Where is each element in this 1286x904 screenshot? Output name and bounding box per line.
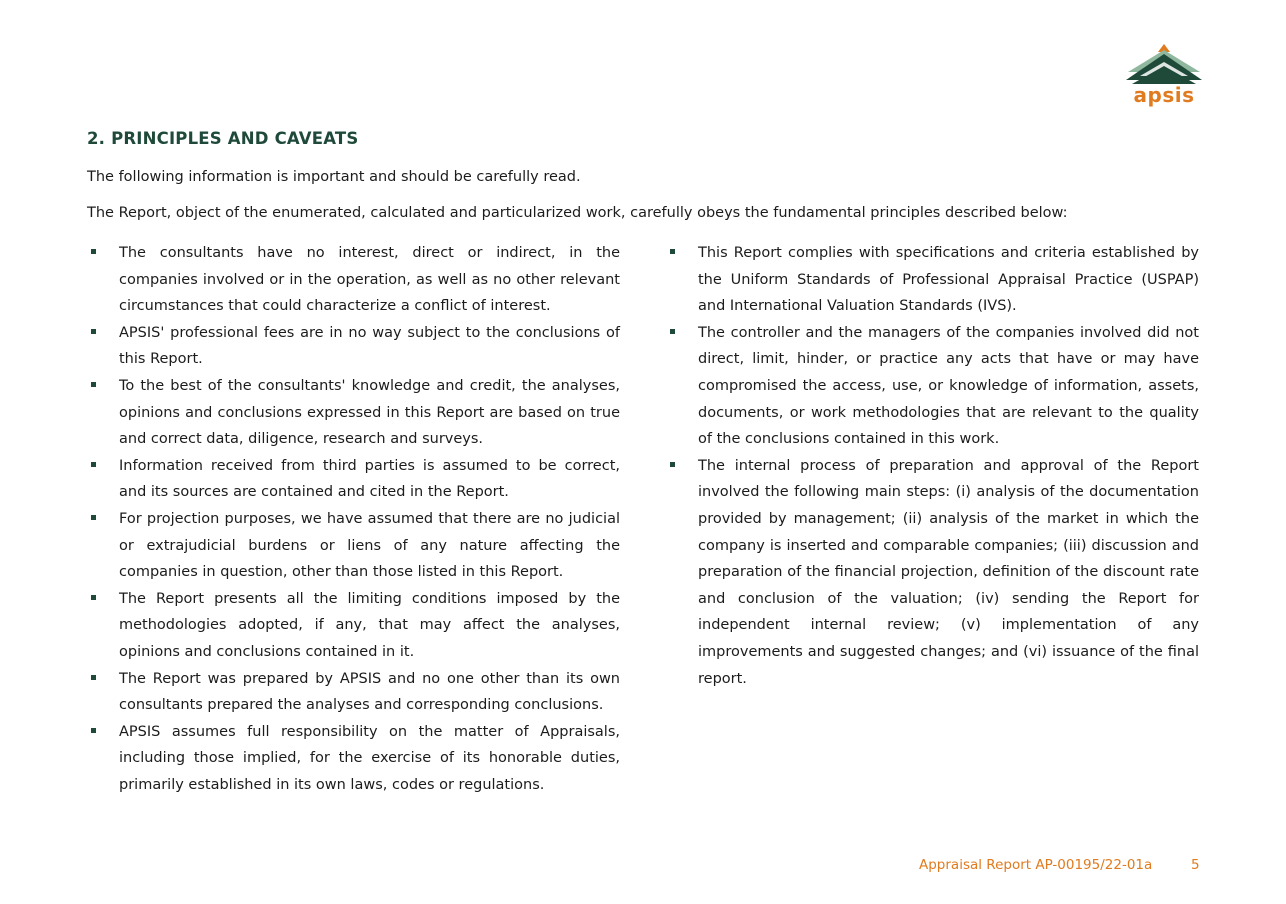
list-item xyxy=(87,373,620,453)
list-item-text: The consultants have no interest, direct or indirect, in the companies involved or in the operation, as well as no other relevant circumstances that could characterize a conflict of interest. xyxy=(119,245,620,315)
list-item xyxy=(87,506,620,586)
list-item-text: For projection purposes, we have assumed that there are no judicial or extrajudicial burdens or liens of any nature affecting the companies in question, other than those listed in this Report. xyxy=(119,510,620,581)
bullet-icon xyxy=(91,675,96,680)
list-item-text: The Report presents all the limiting conditions imposed by the methodologies adopted, if any, that may affect the analyses, opinions and conclusions contained in it. xyxy=(119,590,620,660)
list-item xyxy=(87,240,620,320)
bullet-icon xyxy=(91,382,96,387)
intro-line-2: The Report, object of the enumerated, calculated and particularized work, carefully obeys the fundamental principles described below: xyxy=(87,205,1068,221)
list-item-text: To the best of the consultants' knowledge and credit, the analyses, opinions and conclusions expressed in this Report are based on true and correct data, diligence, research and surveys. xyxy=(119,377,620,448)
list-item xyxy=(87,453,620,506)
bullet-icon xyxy=(670,249,675,254)
intro-line-1: The following information is important and should be carefully read. xyxy=(87,169,581,185)
list-item xyxy=(87,666,620,719)
principles-list-left xyxy=(87,240,620,798)
list-item xyxy=(666,453,1199,692)
logo-wordmark: apsis xyxy=(1133,83,1195,107)
logo-mountain-icon xyxy=(1118,40,1210,86)
bullet-icon xyxy=(91,329,96,334)
list-item-text: The controller and the managers of the companies involved did not direct, limit, hinder, or practice any acts that have or may have compromised the access, use, or knowledge of information, assets, documents, or work methodologies that are relevant to the quality of the conclusions contained in this work. xyxy=(698,324,1199,448)
bullet-icon xyxy=(670,462,675,467)
footer-page-number: 5 xyxy=(1191,857,1200,873)
bullet-icon xyxy=(91,728,96,733)
footer-report-id: Appraisal Report AP-00195/22-01a xyxy=(919,857,1153,873)
list-item-text: This Report complies with specifications and criteria established by the Uniform Standards of Professional Appraisal Practice (USPAP) and International Valuation Standards (IVS). xyxy=(698,245,1199,315)
bullet-icon xyxy=(670,329,675,334)
list-item xyxy=(87,586,620,666)
bullet-icon xyxy=(91,595,96,600)
bullet-icon xyxy=(91,462,96,467)
apsis-logo xyxy=(1118,40,1210,110)
list-item xyxy=(666,320,1199,453)
list-item-text: The Report was prepared by APSIS and no one other than its own consultants prepared the analyses and corresponding conclusions. xyxy=(119,670,620,714)
list-item xyxy=(666,240,1199,320)
list-item-text: The internal process of preparation and approval of the Report involved the following main steps: (i) analysis of the documentation provided by management; (ii) analysis of the market in which the company is inserted and comparable companies; (iii) discussion and preparation of the financial projection, definition of the discount rate and conclusion of the valuation; (iv) sending the Report for independent internal review; (v) implementation of any improvements and suggested changes; and (vi) issuance of the final report. xyxy=(698,457,1199,687)
list-item xyxy=(87,719,620,799)
bullet-icon xyxy=(91,515,96,520)
section-title: 2. PRINCIPLES AND CAVEATS xyxy=(87,129,359,148)
list-item xyxy=(87,320,620,373)
list-item-text: APSIS assumes full responsibility on the matter of Appraisals, including those implied, for the exercise of its honorable duties, primarily established in its own laws, codes or regulations. xyxy=(119,723,620,793)
list-item-text: APSIS' professional fees are in no way subject to the conclusions of this Report. xyxy=(119,324,620,368)
bullet-icon xyxy=(91,249,96,254)
principles-list-right xyxy=(666,240,1199,692)
list-item-text: Information received from third parties is assumed to be correct, and its sources are contained and cited in the Report. xyxy=(119,457,620,501)
